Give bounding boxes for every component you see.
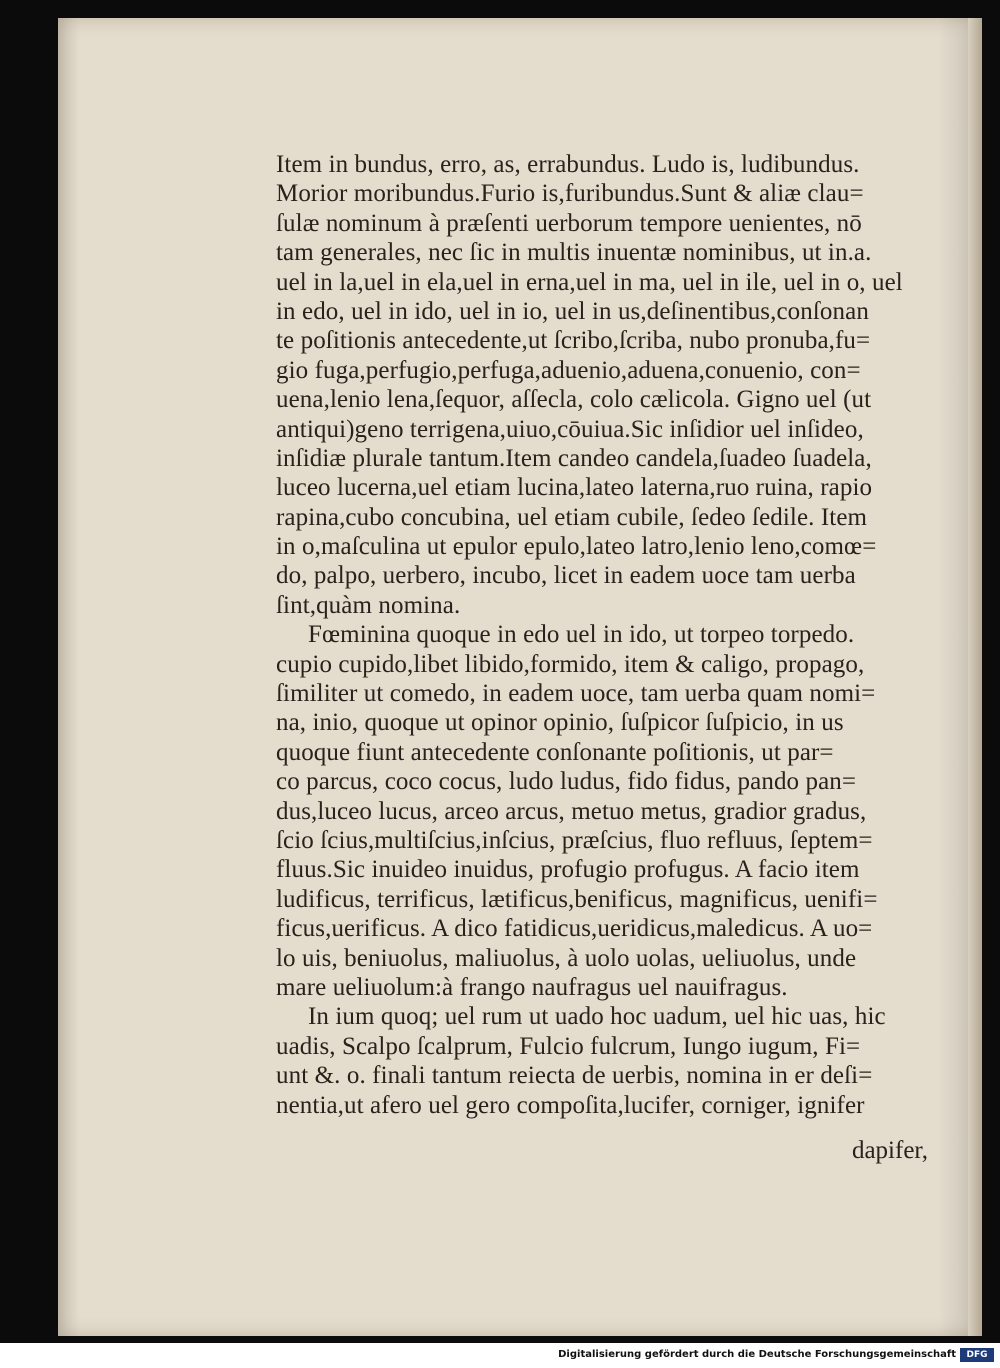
text-line: dus,luceo lucus, arceo arcus, metuo metus, gradior gradus, [276,797,867,825]
text-line: tam generales, nec ſic in multis inuentæ nominibus, ut in.a. [276,239,872,267]
digitization-footer [0,1343,1000,1368]
text-line: do, palpo, uerbero, incubo, licet in eadem uoce tam uerba [276,562,856,590]
text-line: ficus,uerificus. A dico fatidicus,ueridicus,maledicus. A uo= [276,915,873,943]
dfg-logo-icon: DFG [960,1348,994,1362]
text-line-paragraph-start: In ium quoq; uel rum ut uado hoc uadum, uel hic uas, hic [308,1003,886,1031]
text-line: ludificus, terrificus, lætificus,benificus, magnificus, uenifi= [276,885,878,913]
text-line: nentia,ut afero uel gero compoſita,lucifer, corniger, ignifer [276,1091,865,1119]
text-line: na, inio, quoque ut opinor opinio, ſuſpicor ſuſpicio, in us [276,709,844,737]
text-line: uadis, Scalpo ſcalprum, Fulcio fulcrum, Iungo iugum, Fi= [276,1032,861,1060]
text-line: te poſitionis antecedente,ut ſcribo,ſcriba, nubo pronuba,fu= [276,327,871,355]
text-line: ſulæ nominum à præſenti uerborum tempore uenientes, nō [276,209,862,237]
text-line: fluus.Sic inuideo inuidus, profugio profugus. A facio item [276,856,860,884]
text-line: rapina,cubo concubina, uel etiam cubile, ſedeo ſedile. Item [276,503,868,531]
text-line: mare ueliuolum:à frango naufragus uel nauifragus. [276,973,788,1001]
body-text [276,150,946,1120]
text-line: ſint,quàm nomina. [276,591,461,619]
text-line: lo uis, beniuolus, maliuolus, à uolo uolas, ueliuolus, unde [276,944,857,972]
text-line: in o,maſculina ut epulor epulo,lateo latro,lenio leno,comœ= [276,533,877,561]
text-line: co parcus, coco cocus, ludo ludus, fido fidus, pando pan= [276,768,857,796]
text-line: luceo lucerna,uel etiam lucina,lateo laterna,ruo ruina, rapio [276,474,873,502]
text-line: antiqui)geno terrigena,uiuo,cōuiua.Sic inſidior uel inſideo, [276,415,864,443]
catchword: dapifer, [851,1137,928,1164]
text-line: uel in la,uel in ela,uel in erna,uel in ma, uel in ile, uel in o, uel [276,268,903,296]
text-line: cupio cupido,libet libido,formido, item & caligo, propago, [276,650,865,678]
text-line: uena,lenio lena,ſequor, aſſecla, colo cælicola. Gigno uel (ut [276,386,872,414]
text-line: ſcio ſcius,multiſcius,inſcius, præſcius, fluo refluus, ſeptem= [276,826,873,854]
text-line-paragraph-start: Fœminina quoque in edo uel in ido, ut torpeo torpedo. [308,621,855,649]
page-edge-right [968,18,982,1336]
text-line: ſimiliter ut comedo, in eadem uoce, tam uerba quam nomi= [276,680,876,708]
text-line: quoque fiunt antecedente conſonante poſitionis, ut par= [276,738,834,766]
text-line: unt &. o. finali tantum reiecta de uerbis, nomina in er deſi= [276,1062,873,1090]
text-line: Morior moribundus.Furio is,furibundus.Sunt & aliæ clau= [276,180,864,208]
text-line: inſidiæ plurale tantum.Item candeo candela,ſuadeo ſuadela, [276,444,872,472]
text-line: gio fuga,perfugio,perfuga,aduenio,aduena,conuenio, con= [276,356,861,384]
text-line: Item in bundus, erro, as, errabundus. Ludo is, ludibundus. [276,151,860,178]
funding-credit: Digitalisierung gefördert durch die Deutsche Forschungsgemeinschaft [558,1349,956,1360]
text-line: in edo, uel in ido, uel in io, uel in us,deſinentibus,conſonan [276,297,869,325]
